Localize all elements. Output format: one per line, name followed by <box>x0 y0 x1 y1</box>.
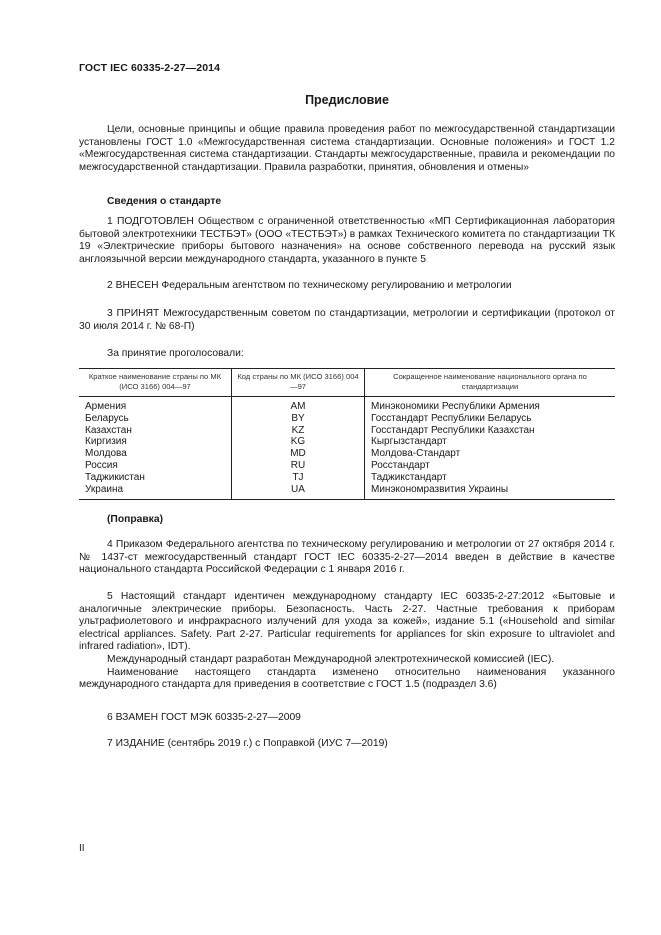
table-row: Таджикистан TJ Таджикстандарт <box>79 472 615 484</box>
amendment-label: (Поправка) <box>107 514 163 525</box>
voting-table <box>79 368 615 500</box>
voted-label: За принятие проголосовали: <box>107 348 244 359</box>
page-number: II <box>79 843 85 854</box>
table-row: Армения AM Минэкономики Республики Армения <box>79 397 615 413</box>
header-national-body: Сокращенное наименование национального органа по стандартизации <box>365 369 616 397</box>
page-title: Предисловие <box>305 93 389 107</box>
intro-paragraph: Цели, основные принципы и общие правила проведения работ по межгосударственной стандартизации установлены ГОСТ 1.0 «Межгосударственная система стандартизации. Основные положения» и ГОСТ 1.2 «Межгосударственная система стандартизации. Стандарты межгосударственные, правила и рекомендации по межгосударственной стандартизации. Правила разработки, принятия, обновления и отмены» <box>79 124 615 173</box>
item-4: 4 Приказом Федерального агентства по техническому регулированию и метрологии от 27 октября 2014 г. № 1437-ст межгосударственный стандарт ГОСТ IEC 60335-2-27—2014 введен в действие в качестве национального стандарта Российской Федерации с 1 января 2016 г. <box>79 539 615 576</box>
standard-code-header: ГОСТ IEC 60335-2-27—2014 <box>79 62 221 74</box>
item-6: 6 ВЗАМЕН ГОСТ МЭК 60335-2-27—2009 <box>107 712 301 723</box>
table-row: Киргизия KG Кыргызстандарт <box>79 436 615 448</box>
item-1: 1 ПОДГОТОВЛЕН Обществом с ограниченной ответственностью «МП Сертификационная лаборатория бытовой электротехники ТЕСТБЭТ» (ООО «ТЕСТБЭТ») в рамках Технического комитета по стандартизации ТК 19 «Электрические приборы бытового назначения» на основе собственного перевода на русский язык англоязычной версии международного стандарта, указанного в пункте 5 <box>79 216 615 265</box>
item-3: 3 ПРИНЯТ Межгосударственным советом по стандартизации, метрологии и сертификации (протокол от 30 июля 2014 г. № 68-П) <box>79 308 615 332</box>
table-row: Беларусь BY Госстандарт Республики Беларусь <box>79 413 615 425</box>
table-header-row <box>79 369 615 397</box>
section-subtitle: Сведения о стандарте <box>107 196 222 207</box>
item-2: 2 ВНЕСЕН Федеральным агентством по техническому регулированию и метрологии <box>107 280 512 291</box>
table-row: Россия RU Росстандарт <box>79 460 615 472</box>
header-country-code: Код страны по МК (ИСО 3166) 004—97 <box>232 369 365 397</box>
header-country-name: Краткое наименование страны по МК (ИСО 3166) 004—97 <box>79 369 232 397</box>
table-row: Украина UA Минэкономразвития Украины <box>79 484 615 500</box>
item-5: 5 Настоящий стандарт идентичен международному стандарту IEC 60335-2-27:2012 «Бытовые и аналогичные электрические приборы. Безопасность. Часть 2-27. Частные требования к приборам ультрафиолетового и инфракрасного излучений для ухода за кожей», издание 5.1 («Household and similar electrical appliances. Safety. Part 2-27. Particular requirements for appliances for skin exposure to ultraviolet and infrared radiation», IDT). Международный стандарт разработан Международной электротехнической комиссией (IEC). Наименование настоящего стандарта изменено относительно наименования указанного международного стандарта для приведения в соответствие с ГОСТ 1.5 (подраздел 3.6) <box>79 591 615 691</box>
table-row: Молдова MD Молдова-Стандарт <box>79 448 615 460</box>
table-row: Казахстан KZ Госстандарт Республики Казахстан <box>79 425 615 437</box>
item-7: 7 ИЗДАНИЕ (сентябрь 2019 г.) с Поправкой (ИУС 7—2019) <box>107 738 388 749</box>
